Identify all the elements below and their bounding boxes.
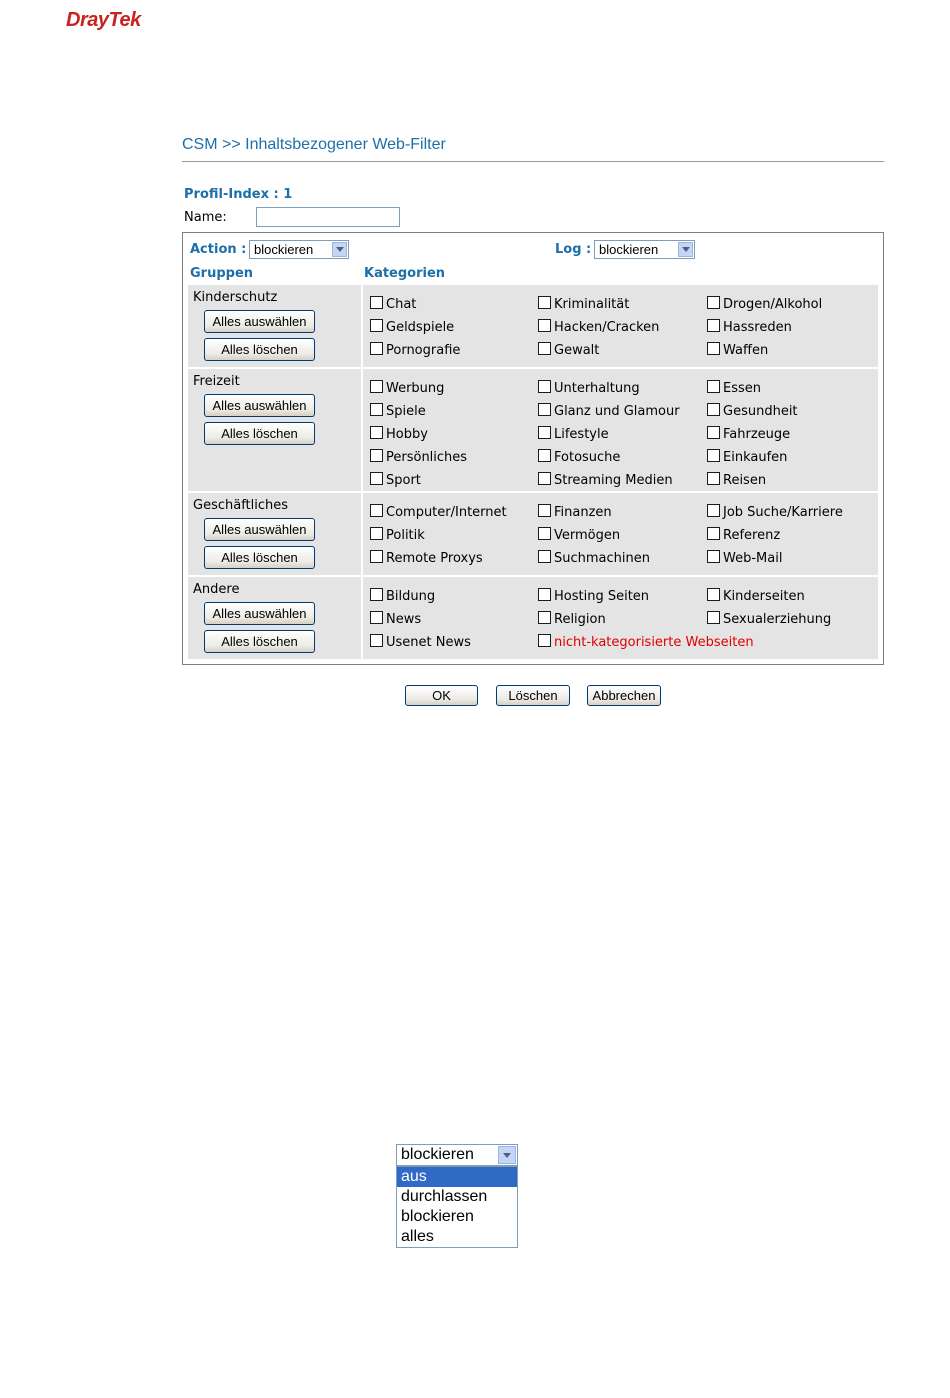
category-checkbox[interactable] bbox=[538, 380, 551, 393]
category-item[interactable] bbox=[707, 380, 761, 396]
select-all-button[interactable]: Alles auswählen bbox=[204, 310, 315, 333]
category-item[interactable] bbox=[370, 296, 416, 312]
category-checkbox[interactable] bbox=[707, 550, 720, 563]
category-checkbox[interactable] bbox=[370, 449, 383, 462]
category-item[interactable] bbox=[707, 550, 782, 566]
category-label: Politik bbox=[386, 528, 425, 543]
name-input[interactable] bbox=[256, 207, 400, 227]
category-label: Religion bbox=[554, 612, 606, 627]
title-divider bbox=[182, 161, 884, 162]
dropdown-example-select[interactable] bbox=[396, 1144, 518, 1166]
category-label: Kriminalität bbox=[554, 297, 630, 312]
category-item[interactable] bbox=[538, 504, 612, 520]
dropdown-option[interactable]: alles bbox=[401, 1228, 434, 1245]
category-item[interactable] bbox=[370, 550, 483, 566]
category-checkbox[interactable] bbox=[707, 319, 720, 332]
category-item[interactable] bbox=[538, 403, 680, 419]
category-label: Lifestyle bbox=[554, 427, 609, 442]
category-checkbox[interactable] bbox=[707, 342, 720, 355]
category-label: Drogen/Alkohol bbox=[723, 297, 823, 312]
category-label: Usenet News bbox=[386, 635, 471, 650]
category-checkbox[interactable] bbox=[538, 319, 551, 332]
cancel-button[interactable]: Abbrechen bbox=[587, 685, 661, 706]
category-item[interactable] bbox=[707, 588, 805, 604]
category-label: Spiele bbox=[386, 404, 426, 419]
category-item[interactable] bbox=[538, 319, 659, 335]
clear-all-button[interactable]: Alles löschen bbox=[204, 338, 315, 361]
group-cell bbox=[188, 285, 361, 367]
category-item[interactable] bbox=[707, 426, 790, 442]
group-name: Freizeit bbox=[193, 374, 240, 389]
category-label: Fahrzeuge bbox=[723, 427, 791, 442]
chevron-down-icon[interactable] bbox=[678, 242, 693, 257]
ok-button[interactable]: OK bbox=[405, 685, 478, 706]
category-label: Persönliches bbox=[386, 450, 468, 465]
category-item[interactable] bbox=[370, 380, 444, 396]
category-checkbox[interactable] bbox=[707, 426, 720, 439]
groups-header: Gruppen bbox=[190, 266, 254, 281]
category-checkbox[interactable] bbox=[370, 472, 383, 485]
category-label: Computer/Internet bbox=[386, 505, 507, 520]
category-label: Geldspiele bbox=[386, 320, 455, 335]
category-label: Streaming Medien bbox=[554, 473, 673, 488]
category-item[interactable] bbox=[538, 449, 620, 465]
category-item[interactable] bbox=[370, 319, 454, 335]
action-label: Action : bbox=[190, 242, 247, 257]
action-select[interactable] bbox=[249, 240, 349, 259]
category-checkbox[interactable] bbox=[538, 588, 551, 601]
category-checkbox[interactable] bbox=[707, 472, 720, 485]
group-name: Andere bbox=[193, 582, 240, 597]
category-label: Unterhaltung bbox=[554, 381, 640, 396]
category-checkbox[interactable] bbox=[370, 611, 383, 624]
category-checkbox[interactable] bbox=[370, 588, 383, 601]
category-checkbox[interactable] bbox=[538, 403, 551, 416]
category-checkbox[interactable] bbox=[370, 634, 383, 647]
category-label: Vermögen bbox=[554, 528, 621, 543]
category-label: Sexualerziehung bbox=[723, 612, 832, 627]
category-item[interactable] bbox=[370, 504, 507, 520]
category-checkbox[interactable] bbox=[538, 611, 551, 624]
category-checkbox[interactable] bbox=[707, 449, 720, 462]
clear-all-button[interactable]: Alles löschen bbox=[204, 546, 315, 569]
page-title: CSM >> Inhaltsbezogener Web-Filter bbox=[182, 136, 446, 153]
category-item[interactable] bbox=[707, 342, 768, 358]
category-label: Glanz und Glamour bbox=[554, 404, 680, 419]
category-item[interactable] bbox=[370, 449, 467, 465]
dropdown-option[interactable]: durchlassen bbox=[401, 1188, 488, 1205]
category-cell bbox=[363, 369, 878, 491]
category-checkbox[interactable] bbox=[707, 380, 720, 393]
category-label: Kinderseiten bbox=[723, 589, 805, 604]
category-label: Fotosuche bbox=[554, 450, 621, 465]
category-item[interactable] bbox=[370, 634, 471, 650]
category-item[interactable] bbox=[370, 611, 421, 627]
profile-index-label: Profil-Index : 1 bbox=[184, 187, 293, 202]
select-all-button[interactable]: Alles auswählen bbox=[204, 394, 315, 417]
category-cell bbox=[363, 285, 878, 367]
category-checkbox[interactable] bbox=[707, 611, 720, 624]
log-label: Log : bbox=[555, 242, 592, 257]
category-item[interactable] bbox=[707, 449, 787, 465]
log-select[interactable] bbox=[594, 240, 695, 259]
category-checkbox[interactable] bbox=[370, 342, 383, 355]
category-label: News bbox=[386, 612, 422, 627]
category-item[interactable] bbox=[538, 426, 609, 442]
log-select-value: blockieren bbox=[599, 242, 659, 257]
dropdown-example bbox=[396, 1144, 518, 1248]
category-item[interactable] bbox=[538, 588, 649, 604]
category-label: Hassreden bbox=[723, 320, 792, 335]
category-item[interactable] bbox=[370, 588, 435, 604]
dropdown-options-list bbox=[396, 1166, 518, 1248]
category-label: Chat bbox=[386, 297, 417, 312]
category-item[interactable] bbox=[538, 611, 606, 627]
category-item[interactable] bbox=[707, 403, 798, 419]
category-checkbox[interactable] bbox=[538, 550, 551, 563]
dropdown-option[interactable]: blockieren bbox=[401, 1208, 474, 1225]
category-label: Waffen bbox=[723, 343, 769, 358]
category-checkbox[interactable] bbox=[538, 426, 551, 439]
category-label: Pornografie bbox=[386, 343, 461, 358]
category-checkbox[interactable] bbox=[538, 296, 551, 309]
category-checkbox[interactable] bbox=[538, 527, 551, 540]
group-name: Geschäftliches bbox=[193, 498, 289, 513]
delete-button[interactable]: Löschen bbox=[496, 685, 570, 706]
category-cell bbox=[363, 493, 878, 575]
category-item[interactable] bbox=[707, 296, 822, 312]
category-item[interactable] bbox=[707, 504, 843, 520]
category-label: Bildung bbox=[386, 589, 436, 604]
category-label: Hobby bbox=[386, 427, 428, 442]
category-item[interactable] bbox=[538, 296, 629, 312]
categories-header: Kategorien bbox=[364, 266, 446, 281]
category-item[interactable] bbox=[538, 634, 754, 650]
category-checkbox[interactable] bbox=[707, 504, 720, 517]
category-checkbox[interactable] bbox=[707, 296, 720, 309]
group-cell bbox=[188, 369, 361, 491]
category-checkbox[interactable] bbox=[707, 403, 720, 416]
category-checkbox[interactable] bbox=[707, 527, 720, 540]
select-all-button[interactable]: Alles auswählen bbox=[204, 602, 315, 625]
category-label: Finanzen bbox=[554, 505, 612, 520]
category-checkbox[interactable] bbox=[538, 472, 551, 485]
category-checkbox[interactable] bbox=[370, 296, 383, 309]
category-checkbox[interactable] bbox=[370, 426, 383, 439]
group-cell bbox=[188, 493, 361, 575]
name-label: Name: bbox=[184, 210, 227, 225]
category-item[interactable] bbox=[707, 472, 766, 488]
chevron-down-icon[interactable] bbox=[332, 242, 347, 257]
dropdown-example-value: blockieren bbox=[401, 1146, 474, 1163]
category-item[interactable] bbox=[370, 426, 428, 442]
category-label: Web-Mail bbox=[723, 551, 783, 566]
category-label: Suchmachinen bbox=[554, 551, 650, 566]
action-select-value: blockieren bbox=[254, 242, 314, 257]
clear-all-button[interactable]: Alles löschen bbox=[204, 630, 315, 653]
category-item[interactable] bbox=[370, 342, 460, 358]
category-checkbox[interactable] bbox=[370, 319, 383, 332]
category-label: nicht-kategorisierte Webseiten bbox=[554, 635, 754, 650]
category-label: Remote Proxys bbox=[386, 551, 483, 566]
category-label: Essen bbox=[723, 381, 761, 396]
category-item[interactable] bbox=[707, 319, 792, 335]
category-checkbox[interactable] bbox=[707, 588, 720, 601]
category-label: Referenz bbox=[723, 528, 781, 543]
category-checkbox[interactable] bbox=[538, 449, 551, 462]
category-item[interactable] bbox=[538, 550, 650, 566]
category-label: Einkaufen bbox=[723, 450, 788, 465]
category-label: Reisen bbox=[723, 473, 767, 488]
category-label: Job Suche/Karriere bbox=[723, 505, 843, 520]
category-item[interactable] bbox=[538, 342, 599, 358]
category-item[interactable] bbox=[707, 611, 831, 627]
category-checkbox[interactable] bbox=[370, 550, 383, 563]
category-checkbox[interactable] bbox=[370, 403, 383, 416]
clear-all-button[interactable]: Alles löschen bbox=[204, 422, 315, 445]
category-label: Hosting Seiten bbox=[554, 589, 650, 604]
category-item[interactable] bbox=[370, 403, 426, 419]
chevron-down-icon[interactable] bbox=[498, 1146, 516, 1164]
group-name: Kinderschutz bbox=[193, 290, 278, 305]
category-label: Werbung bbox=[386, 381, 445, 396]
dropdown-option[interactable]: aus bbox=[397, 1167, 517, 1187]
category-checkbox[interactable] bbox=[538, 634, 551, 647]
group-cell bbox=[188, 577, 361, 659]
category-checkbox[interactable] bbox=[538, 504, 551, 517]
category-item[interactable] bbox=[707, 527, 780, 543]
category-label: Hacken/Cracken bbox=[554, 320, 660, 335]
category-item[interactable] bbox=[538, 472, 673, 488]
category-checkbox[interactable] bbox=[370, 380, 383, 393]
category-checkbox[interactable] bbox=[370, 527, 383, 540]
category-label: Gesundheit bbox=[723, 404, 798, 419]
category-label: Gewalt bbox=[554, 343, 600, 358]
category-checkbox[interactable] bbox=[538, 342, 551, 355]
category-item[interactable] bbox=[538, 527, 620, 543]
filter-panel bbox=[182, 232, 884, 665]
category-label: Sport bbox=[386, 473, 421, 488]
select-all-button[interactable]: Alles auswählen bbox=[204, 518, 315, 541]
category-item[interactable] bbox=[370, 472, 421, 488]
draytek-logo: DrayTek bbox=[66, 9, 141, 31]
category-item[interactable] bbox=[370, 527, 425, 543]
category-item[interactable] bbox=[538, 380, 640, 396]
category-cell bbox=[363, 577, 878, 659]
category-checkbox[interactable] bbox=[370, 504, 383, 517]
